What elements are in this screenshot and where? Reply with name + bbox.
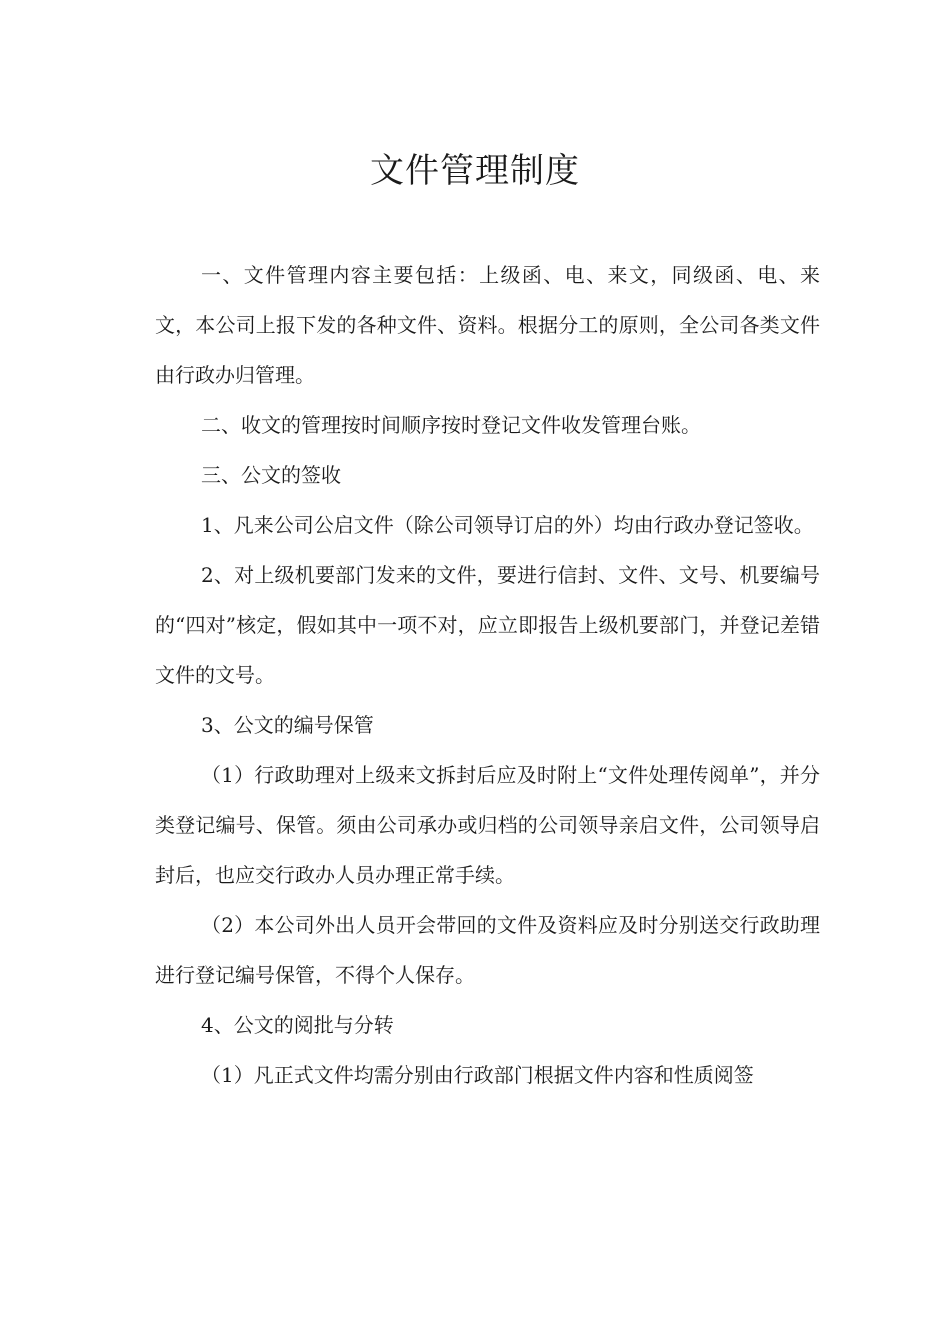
- paragraph-3: 三、公文的签收: [201, 463, 341, 487]
- paragraph-7: （1）行政助理对上级来文拆封后应及时附上“文件处理传阅单”，并分类登记编号、保管。须由公司承办或归档的公司领导亲启文件，公司领导启封后，也应交行政办人员办理正常手续。: [155, 763, 820, 887]
- paragraph-10: （1）凡正式文件均需分别由行政部门根据文件内容和性质阅签: [201, 1063, 754, 1087]
- paragraph-2: 二、收文的管理按时间顺序按时登记文件收发管理台账。: [201, 413, 701, 437]
- paragraph-1: 一、文件管理内容主要包括：上级函、电、来文，同级函、电、来文，本公司上报下发的各种文件、资料。根据分工的原则，全公司各类文件由行政办归管理。: [155, 263, 820, 387]
- paragraph-5: 2、对上级机要部门发来的文件，要进行信封、文件、文号、机要编号的“四对”核定，假如其中一项不对，应立即报告上级机要部门，并登记差错文件的文号。: [155, 563, 820, 687]
- paragraph-8: （2）本公司外出人员开会带回的文件及资料应及时分别送交行政助理进行登记编号保管，不得个人保存。: [155, 913, 820, 987]
- paragraph-6: 3、公文的编号保管: [201, 713, 374, 737]
- document-body: [155, 250, 820, 1100]
- paragraph-4: 1、凡来公司公启文件（除公司领导订启的外）均由行政办登记签收。: [201, 513, 814, 537]
- document-title: 文件管理制度: [370, 151, 580, 191]
- paragraph-9: 4、公文的阅批与分转: [201, 1013, 394, 1037]
